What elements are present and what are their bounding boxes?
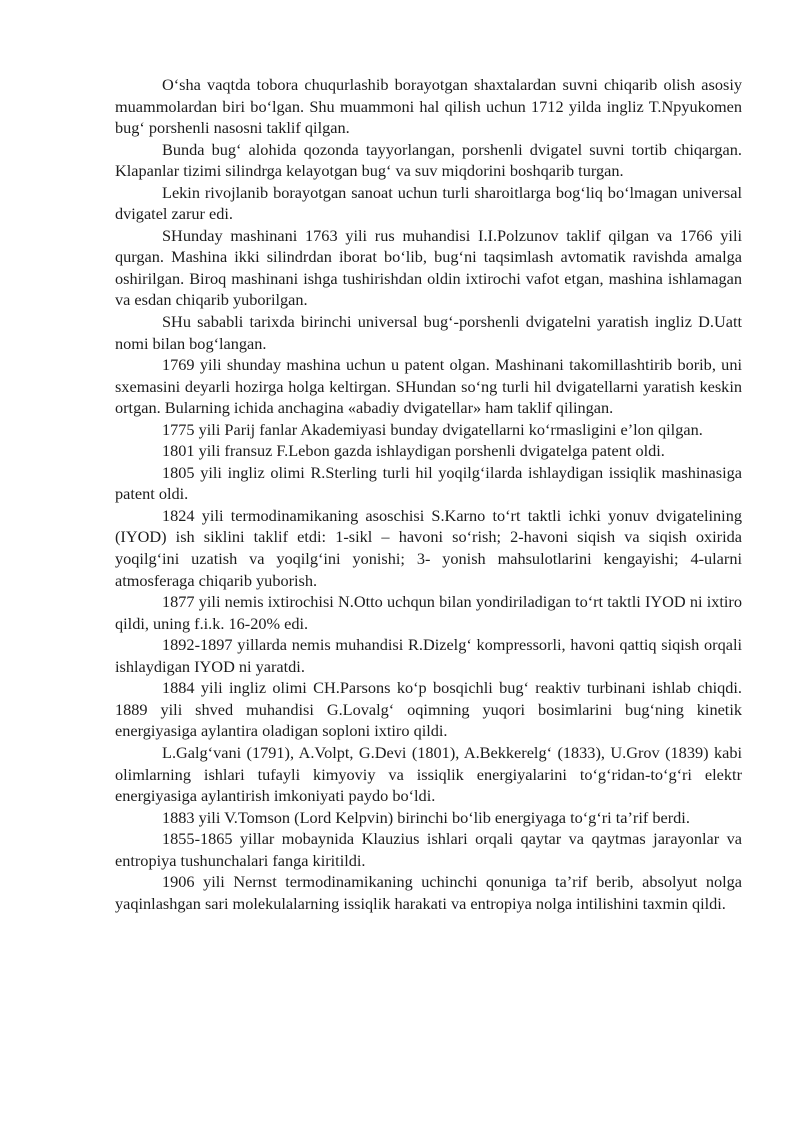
paragraph-diesel: 1892-1897 yillarda nemis muhandisi R.Dizelg‘ kompressorli, havoni qattiq siqish orqali ishlaydigan IYOD ni yaratdi. <box>115 635 742 676</box>
paragraph-paris-academy: 1775 yili Parij fanlar Akademiyasi bunday dvigatellarni ko‘rmasligini e’lon qilgan. <box>162 419 703 439</box>
paragraph-clausius: 1855-1865 yillar mobaynida Klauzius ishlari orqali qaytar va qaytmas jarayonlar va entropiya tushunchalari fanga kiritildi. <box>115 829 742 870</box>
paragraph-lebon: 1801 yili fransuz F.Lebon gazda ishlaydigan porshenli dvigatelga patent oldi. <box>162 441 665 461</box>
paragraph-nernst: 1906 yili Nernst termodinamikaning uchinchi qonuniga ta’rif berib, absolyut nolga yaqinlashgan sari molekulalarning issiqlik harakati va entropiya nolga intilishini taxmin qildi. <box>115 872 742 913</box>
paragraph-newcomen-pump: O‘sha vaqtda tobora chuqurlashib borayotgan shaxtalardan suvni chiqarib olish asosiy muammolardan biri bo‘lgan. Shu muammoni hal qilish uchun 1712 yilda ingliz T.Npyukomen bug‘ porshenli nasosni taklif qilgan. <box>115 75 742 138</box>
paragraph-galvani-volta: L.Galg‘vani (1791), A.Volpt, G.Devi (1801), A.Bekkerelg‘ (1833), U.Grov (1839) kabi olimlarning ishlari tufayli kimyoviy va issiqlik energiyalarini to‘g‘ridan-to‘g‘ri elektr energiyasiga aylantirish imkoniyati paydo bo‘ldi. <box>115 742 742 806</box>
paragraph-thomson: 1883 yili V.Tomson (Lord Kelpvin) birinchi bo‘lib energiyaga to‘g‘ri ta’rif berdi. <box>162 807 690 827</box>
paragraph-universal-engine-need: Lekin rivojlanib borayotgan sanoat uchun turli sharoitlarga bog‘liq bo‘lmagan universal dvigatel zarur edi. <box>115 182 742 224</box>
paragraph-sterling: 1805 yili ingliz olimi R.Sterling turli hil yoqilg‘ilarda ishlaydigan issiqlik mashinasiga patent oldi. <box>115 462 742 504</box>
paragraph-parsons-laval: 1884 yili ingliz olimi CH.Parsons ko‘p bosqichli bug‘ reaktiv turbinani ishlab chiqdi. 1889 yili shved muhandisi G.Lovalg‘ oqimning yuqori bosimlarini bug‘ning kinetik energiyasiga aylantira oladigan soploni ixtiro qildi. <box>115 678 742 741</box>
paragraph-polzunov: SHunday mashinani 1763 yili rus muhandisi I.I.Polzunov taklif qilgan va 1766 yili qurgan. Mashina ikki silindrdan iborat bo‘lib, bug‘ni taqsimlash avtomatik ravishda amalga oshirilgan. Biroq mashinani ishga tushirishdan oldin ixtirochi vafot etgan, mashina ishlamagan va esdan chiqarib yuborilgan. <box>115 225 742 310</box>
paragraph-carnot: 1824 yili termodinamikaning asoschisi S.Karno to‘rt taktli ichki yonuv dvigatelining (IYOD) ish siklini taklif etdi: 1-sikl – havoni so‘rish; 2-havoni siqish va siqish oxirida yoqilg‘ini uzatish va yoqilg‘ini yonishi; 3- yonish mahsulotlarini kengayishi; 4-ularni atmosferaga chiqarib yuborish. <box>115 505 742 590</box>
paragraph-otto: 1877 yili nemis ixtirochisi N.Otto uchqun bilan yondiriladigan to‘rt taktli IYOD ni ixtiro qildi, uning f.i.k. 16-20% edi. <box>115 592 742 633</box>
paragraph-watt: SHu sababli tarixda birinchi universal bug‘-porshenli dvigatelni yaratish ingliz D.Uatt nomi bilan bog‘langan. <box>115 312 742 353</box>
paragraph-watt-patent: 1769 yili shunday mashina uchun u patent olgan. Mashinani takomillashtirib borib, uni sxemasini deyarli hozirga holga keltirgan. SHundan so‘ng turli hil dvigatellarni yaratish keskin ortgan. Bularning ichida anchagina «abadiy dvigatellar» ham taklif qilingan. <box>115 355 742 418</box>
document-body <box>115 74 742 914</box>
paragraph-separate-boiler: Bunda bug‘ alohida qozonda tayyorlangan, porshenli dvigatel suvni tortib chiqargan. Klapanlar tizimi silindrga kelayotgan bug‘ va suv miqdorini boshqarib turgan. <box>115 139 742 181</box>
